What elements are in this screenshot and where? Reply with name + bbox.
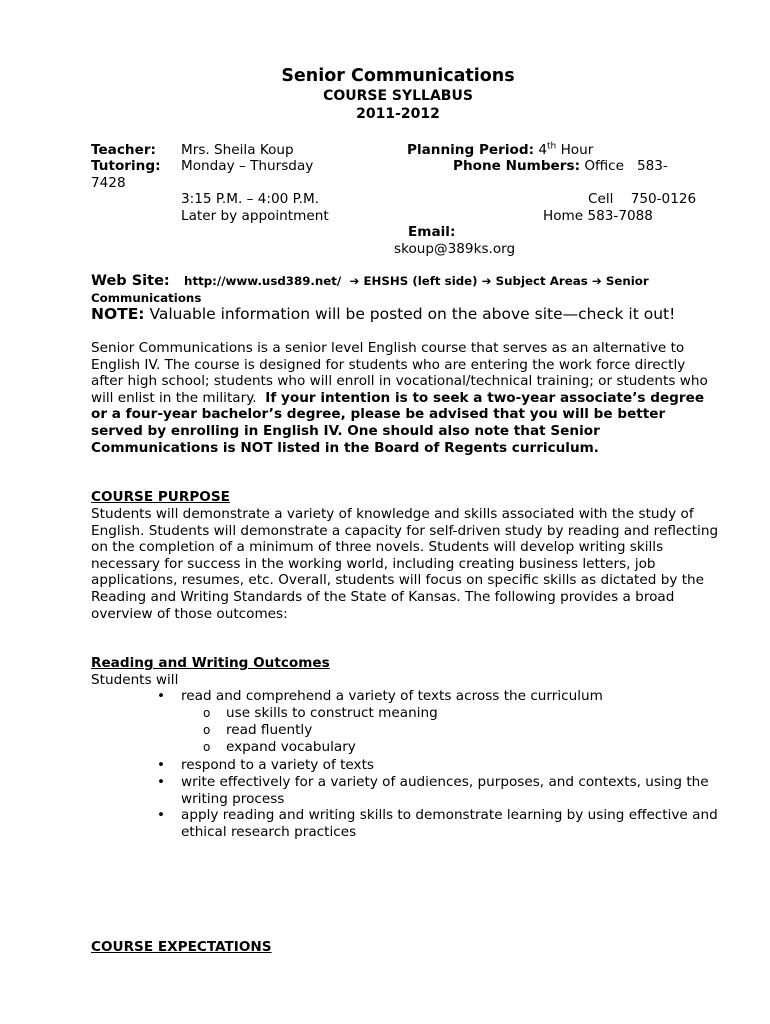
note-label: NOTE: xyxy=(91,305,145,323)
bullet: • xyxy=(157,807,166,823)
outcome-subitem: read fluently xyxy=(226,722,313,738)
website-path[interactable]: http://www.usd389.net/ ➔ EHSHS (left side) ➔ Subject Areas ➔ Senior xyxy=(184,274,649,288)
outcome-item: apply reading and writing skills to demonstrate learning by using effective and ethical research practices xyxy=(181,807,718,840)
document-subtitle: COURSE SYLLABUS xyxy=(323,88,473,104)
outcome-item: read and comprehend a variety of texts across the curriculum xyxy=(181,688,603,704)
outcome-subitem: expand vocabulary xyxy=(226,739,356,755)
planning-rest: Hour xyxy=(560,142,594,158)
planning-label: Planning Period: xyxy=(407,142,535,158)
teacher-name: Mrs. Sheila Koup xyxy=(181,142,294,158)
email-label: Email: xyxy=(408,224,456,240)
outcome-item: write effectively for a variety of audiences, purposes, and contexts, using the writing process xyxy=(181,774,709,807)
planning-sup: th xyxy=(547,141,557,152)
note-line xyxy=(91,305,675,323)
tutoring-days: Monday – Thursday xyxy=(181,158,314,174)
tutoring-later: Later by appointment xyxy=(181,208,329,224)
bullet: • xyxy=(157,757,166,773)
phone-numbers xyxy=(453,158,668,174)
sub-bullet: o xyxy=(203,706,211,720)
bullet: • xyxy=(157,774,166,790)
sub-bullet: o xyxy=(203,723,211,737)
teacher-label: Teacher: xyxy=(91,142,156,158)
outcome-subitem: use skills to construct meaning xyxy=(226,705,438,721)
office-phone: Office 583- xyxy=(584,158,668,174)
planning-period xyxy=(407,142,593,158)
sub-bullet: o xyxy=(203,740,211,754)
outcome-item: respond to a variety of texts xyxy=(181,757,375,773)
intro-text: Senior Communications is a senior level English course that serves as an alternative to English IV. The course is designed for students who are entering the work force directly after high school; students who will enroll in vocational/technical training; or students who will enlist in the military. xyxy=(91,340,708,406)
cell-phone: Cell 750-0126 xyxy=(588,191,697,207)
home-phone: Home 583-7088 xyxy=(543,208,653,224)
website-line xyxy=(91,273,649,289)
intro-bold-text: If your intention is to seek a two-year associate’s degree or a four-year bachelor’s degree, please be advised that you will be better served by enrolling in English IV. One should also note that Senior Communications is NOT listed in the Board of Regents curriculum. xyxy=(91,389,705,456)
website-path-wrap[interactable]: Communications xyxy=(91,291,202,305)
purpose-heading: COURSE PURPOSE xyxy=(91,489,230,505)
website-label: Web Site: xyxy=(91,273,170,289)
email-address[interactable]: skoup@389ks.org xyxy=(394,241,516,257)
tutoring-label: Tutoring: xyxy=(91,158,161,174)
phone-label: Phone Numbers: xyxy=(453,158,581,174)
phone-wrap: 7428 xyxy=(91,175,126,191)
tutoring-time: 3:15 P.M. – 4:00 P.M. xyxy=(181,191,320,207)
outcomes-lead: Students will xyxy=(91,672,179,688)
intro-paragraph xyxy=(91,340,721,456)
document-title: Senior Communications xyxy=(281,66,515,86)
bullet: • xyxy=(157,688,166,704)
planning-num: 4 xyxy=(538,142,547,158)
school-year: 2011-2012 xyxy=(356,106,440,122)
expectations-heading: COURSE EXPECTATIONS xyxy=(91,939,272,955)
purpose-paragraph: Students will demonstrate a variety of knowledge and skills associated with the study of English. Students will demonstrate a capacity for self-driven study by reading and reflecting on the completion of a minimum of three novels. Students will develop writing skills necessary for success in the working world, including creating business letters, job applications, resumes, etc. Overall, students will focus on specific skills as dictated by the Reading and Writing Standards of the State of Kansas. The following provides a broad overview of those outcomes: xyxy=(91,506,719,622)
note-text: Valuable information will be posted on the above site—check it out! xyxy=(149,305,676,323)
outcomes-heading: Reading and Writing Outcomes xyxy=(91,655,330,671)
